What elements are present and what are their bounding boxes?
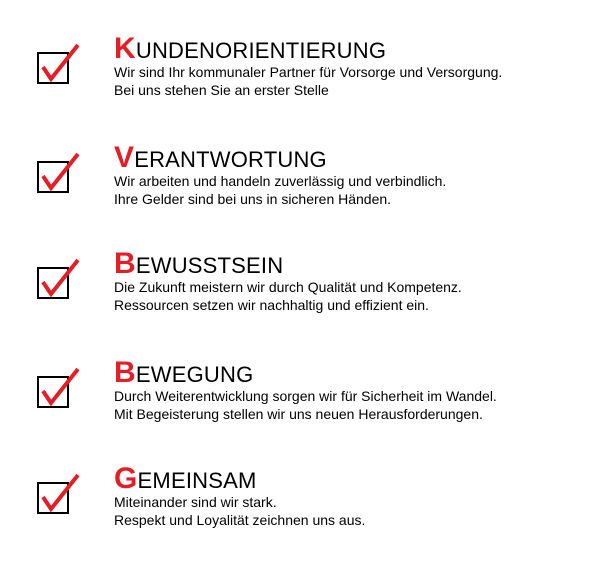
value-description: [114, 63, 502, 99]
value-title-initial: B: [114, 247, 136, 280]
value-description-line: Durch Weiterentwicklung sorgen wir für Sicherheit im Wandel.: [114, 388, 497, 404]
value-title-initial: B: [114, 356, 136, 389]
value-title: [114, 141, 327, 174]
value-description-line: Respekt und Loyalität zeichnen uns aus.: [114, 512, 366, 528]
value-title-rest: EMEINSAM: [137, 468, 257, 493]
value-title: [114, 356, 254, 389]
value-title: [114, 462, 257, 495]
checked-checkbox-icon: [37, 474, 81, 514]
checked-checkbox-icon: [37, 153, 81, 193]
value-item-gemeinsam: [0, 462, 606, 566]
checked-checkbox-icon: [37, 44, 81, 84]
value-description-line: Ihre Gelder sind bei uns in sicheren Händen.: [114, 191, 392, 207]
value-title-rest: EWUSSTSEIN: [135, 253, 284, 278]
value-item-kundenorientierung: [0, 32, 606, 136]
value-description-line: Miteinander sind wir stark.: [114, 494, 277, 510]
value-description: [114, 387, 497, 423]
value-item-verantwortung: [0, 141, 606, 245]
value-description-line: Mit Begeisterung stellen wir uns neuen Herausforderungen.: [114, 406, 483, 422]
value-description-line: Ressourcen setzen wir nachhaltig und effizient ein.: [114, 297, 429, 313]
value-title-initial: G: [114, 462, 138, 495]
value-title: [114, 32, 387, 65]
value-description-line: Wir sind Ihr kommunaler Partner für Vorsorge und Versorgung.: [114, 64, 503, 80]
value-title-initial: V: [114, 141, 135, 174]
checked-checkbox-icon: [37, 259, 81, 299]
value-description-line: Bei uns stehen Sie an erster Stelle: [114, 82, 329, 98]
value-description: [114, 278, 462, 314]
value-description: [114, 172, 446, 208]
value-description-line: Wir arbeiten und handeln zuverlässig und verbindlich.: [114, 173, 447, 189]
value-item-bewegung: [0, 356, 606, 460]
value-title-rest: ERANTWORTUNG: [134, 147, 327, 172]
value-title: [114, 247, 284, 280]
value-title-rest: UNDENORIENTIERUNG: [135, 38, 387, 63]
value-item-bewusstsein: [0, 247, 606, 351]
value-title-initial: K: [114, 32, 136, 65]
value-description: [114, 493, 365, 529]
value-title-rest: EWEGUNG: [135, 362, 254, 387]
value-description-line: Die Zukunft meistern wir durch Qualität und Kompetenz.: [114, 279, 462, 295]
checked-checkbox-icon: [37, 368, 81, 408]
